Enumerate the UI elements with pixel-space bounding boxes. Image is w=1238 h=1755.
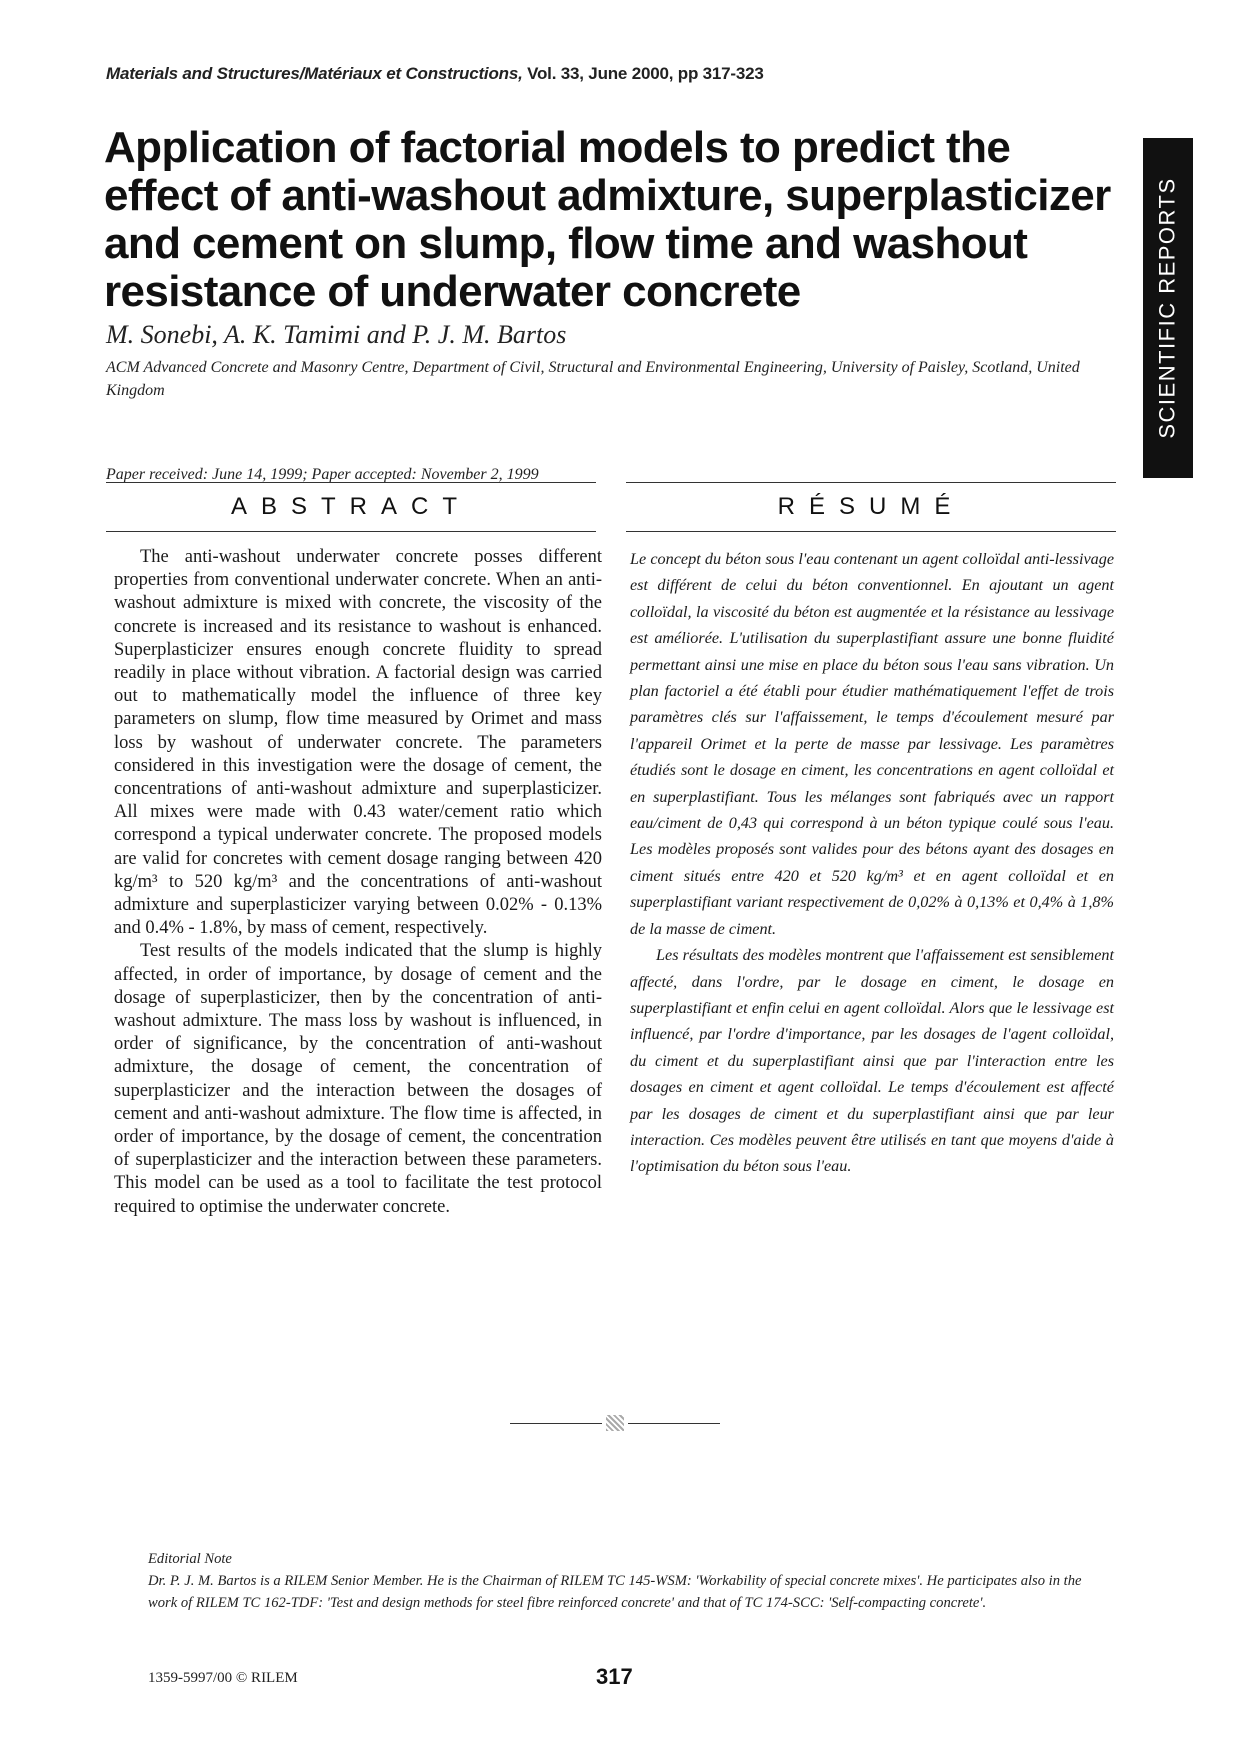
resume-heading: RÉSUMÉ (626, 482, 1116, 532)
issn-copyright: 1359-5997/00 © RILEM (148, 1670, 298, 1686)
abstract-body (114, 546, 602, 1219)
resume-body (630, 546, 1114, 1180)
abstract-heading: ABSTRACT (106, 482, 596, 532)
received-dates: Paper received: June 14, 1999; Paper accepted: November 2, 1999 (106, 466, 539, 483)
section-tab-label: SCIENTIFIC REPORTS (1155, 177, 1181, 439)
affiliation: ACM Advanced Concrete and Masonry Centre, Department of Civil, Structural and Environmental Engineering, University of Paisley, Scotland, United Kingdom (106, 359, 1080, 399)
journal-name: Materials and Structures/Matériaux et Constructions, (106, 64, 523, 83)
journal-citation (106, 64, 806, 84)
authors: M. Sonebi, A. K. Tamimi and P. J. M. Bartos (106, 320, 567, 349)
resume-paragraph: Le concept du béton sous l'eau contenant un agent colloïdal anti-lessivage est différent de celui du béton conventionnel. En ajoutant un agent colloïdal, la viscosité du béton est augmentée et la résistance au lessivage est améliorée. L'utilisation du superplastifiant assure une bonne fluidité permettant ainsi une mise en place du béton sous l'eau sans vibration. Un plan factoriel a été établi pour étudier mathématiquement l'effet de trois paramètres clés sur l'affaissement, le temps d'écoulement mesuré par l'appareil Orimet et la perte de masse par lessivage. Les paramètres étudiés sont le dosage en ciment, les concentrations en agent colloïdal et en superplastifiant. Tous les mélanges sont fabriqués avec un rapport eau/ciment de 0,43 qui correspond à un béton typique coulé sous l'eau. Les modèles proposés sont valides pour des bétons ayant des dosages en ciment situés entre 420 et 520 kg/m³ et en agent colloïdal et en superplastifiant variant respectivement de 0,02% à 0,13% et 0,4% à 1,8% de la masse de ciment. (630, 550, 1114, 938)
editorial-note-text: Dr. P. J. M. Bartos is a RILEM Senior Member. He is the Chairman of RILEM TC 145-WSM: 'Workability of special concrete mixes'. He participates also in the work of RILEM TC 162-TDF: 'Test and design methods for steel fibre reinforced concrete' and that of TC 174-SCC: 'Self-compacting concrete'. (148, 1573, 1082, 1611)
section-divider (510, 1423, 720, 1424)
paper-title: Application of factorial models to predict the effect of anti-washout admixture, superplasticizer and cement on slump, flow time and washout resistance of underwater concrete (104, 123, 1111, 316)
section-tab (1143, 138, 1193, 478)
editorial-note (148, 1548, 1110, 1614)
page-number: 317 (596, 1664, 633, 1689)
editorial-note-label: Editorial Note (148, 1551, 232, 1567)
abstract-paragraph: The anti-washout underwater concrete posses different properties from conventional underwater concrete. When an anti-washout admixture is mixed with concrete, the viscosity of the concrete is increased and its resistance to washout is enhanced. Superplasticizer ensures enough concrete fluidity to spread readily in place without vibration. A factorial design was carried out to mathematically model the influence of three key parameters on slump, flow time measured by Orimet and mass loss by washout of underwater concrete. The parameters considered in this investigation were the dosage of cement, the concentrations of anti-washout admixture and superplasticizer. All mixes were made with 0.43 water/cement ratio which correspond a typical underwater concrete. The proposed models are valid for concretes with cement dosage ranging between 420 kg/m³ to 520 kg/m³ and the concentrations of anti-washout admixture and superplasticizer varying between 0.02% - 0.13% and 0.4% - 1.8%, by mass of cement, respectively. (114, 547, 602, 939)
resume-paragraph: Les résultats des modèles montrent que l'affaissement est sensiblement affecté, dans l'ordre, par le dosage en ciment, le dosage en superplastifiant et enfin celui en agent colloïdal. Alors que le lessivage est influencé, par l'ordre d'importance, par les dosages de l'agent colloïdal, du ciment et du superplastifiant ainsi que par l'interaction entre les dosages en ciment et agent colloïdal. Le temps d'écoulement est affecté par les dosages de ciment et du superplastifiant ainsi que par leur interaction. Ces modèles peuvent être utilisés en tant que moyens d'aide à l'optimisation du béton sous l'eau. (630, 946, 1114, 1176)
divider-ornament-icon (606, 1415, 624, 1431)
journal-volume: Vol. 33, June 2000, pp 317-323 (527, 64, 764, 83)
abstract-paragraph: Test results of the models indicated that the slump is highly affected, in order of importance, by dosage of cement and the dosage of superplasticizer, then by the concentration of anti-washout admixture. The mass loss by washout is influenced, in order of significance, by the concentration of anti-washout admixture, the dosage of cement, the concentration of superplasticizer and the interaction between the dosages of cement and anti-washout admixture. The flow time is affected, in order of importance, by the dosage of cement, the concentration of superplasticizer and the interaction between these parameters. This model can be used as a tool to facilitate the test protocol required to optimise the underwater concrete. (114, 941, 602, 1217)
